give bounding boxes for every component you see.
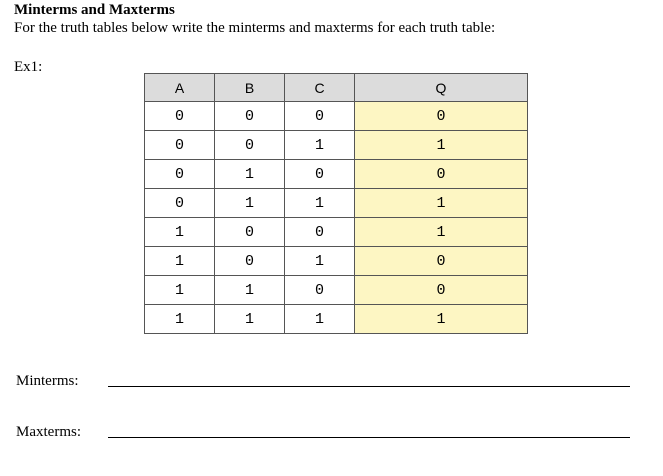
- cell-a: 1: [145, 247, 215, 276]
- minterms-label: Minterms:: [16, 373, 79, 389]
- truth-table: [144, 73, 528, 334]
- maxterms-label: Maxterms:: [16, 424, 81, 440]
- column-header-q: Q: [355, 74, 528, 102]
- cell-q: 0: [355, 102, 528, 131]
- cell-a: 0: [145, 102, 215, 131]
- cell-a: 1: [145, 276, 215, 305]
- maxterms-answer-line[interactable]: [108, 437, 630, 438]
- column-header-b: B: [215, 74, 285, 102]
- cell-b: 1: [215, 189, 285, 218]
- cell-a: 0: [145, 189, 215, 218]
- table-row: [145, 102, 528, 131]
- cell-q: 0: [355, 160, 528, 189]
- cell-c: 0: [285, 102, 355, 131]
- table-row: [145, 276, 528, 305]
- column-header-a: A: [145, 74, 215, 102]
- cell-q: 0: [355, 247, 528, 276]
- cell-c: 0: [285, 276, 355, 305]
- cell-a: 1: [145, 218, 215, 247]
- table-row: [145, 305, 528, 334]
- minterms-answer-line[interactable]: [108, 386, 630, 387]
- cell-a: 1: [145, 305, 215, 334]
- cell-q: 1: [355, 131, 528, 160]
- cell-b: 1: [215, 276, 285, 305]
- cell-c: 0: [285, 160, 355, 189]
- cell-q: 1: [355, 305, 528, 334]
- instructions-text: For the truth tables below write the minterms and maxterms for each truth table:: [14, 20, 496, 36]
- cell-c: 1: [285, 189, 355, 218]
- cell-b: 0: [215, 218, 285, 247]
- table-row: [145, 160, 528, 189]
- cell-b: 0: [215, 247, 285, 276]
- cell-q: 1: [355, 189, 528, 218]
- cell-c: 1: [285, 305, 355, 334]
- example-label: Ex1:: [14, 59, 43, 75]
- cell-b: 1: [215, 160, 285, 189]
- column-header-c: C: [285, 74, 355, 102]
- cell-c: 1: [285, 247, 355, 276]
- cell-c: 1: [285, 131, 355, 160]
- cell-a: 0: [145, 160, 215, 189]
- cell-a: 0: [145, 131, 215, 160]
- cell-q: 0: [355, 276, 528, 305]
- cell-q: 1: [355, 218, 528, 247]
- truth-table-header-row: [145, 74, 528, 102]
- table-row: [145, 131, 528, 160]
- page-title: Minterms and Maxterms: [14, 2, 175, 18]
- table-row: [145, 247, 528, 276]
- cell-b: 0: [215, 131, 285, 160]
- cell-b: 0: [215, 102, 285, 131]
- truth-table-body: [145, 102, 528, 334]
- cell-b: 1: [215, 305, 285, 334]
- table-row: [145, 189, 528, 218]
- table-row: [145, 218, 528, 247]
- cell-c: 0: [285, 218, 355, 247]
